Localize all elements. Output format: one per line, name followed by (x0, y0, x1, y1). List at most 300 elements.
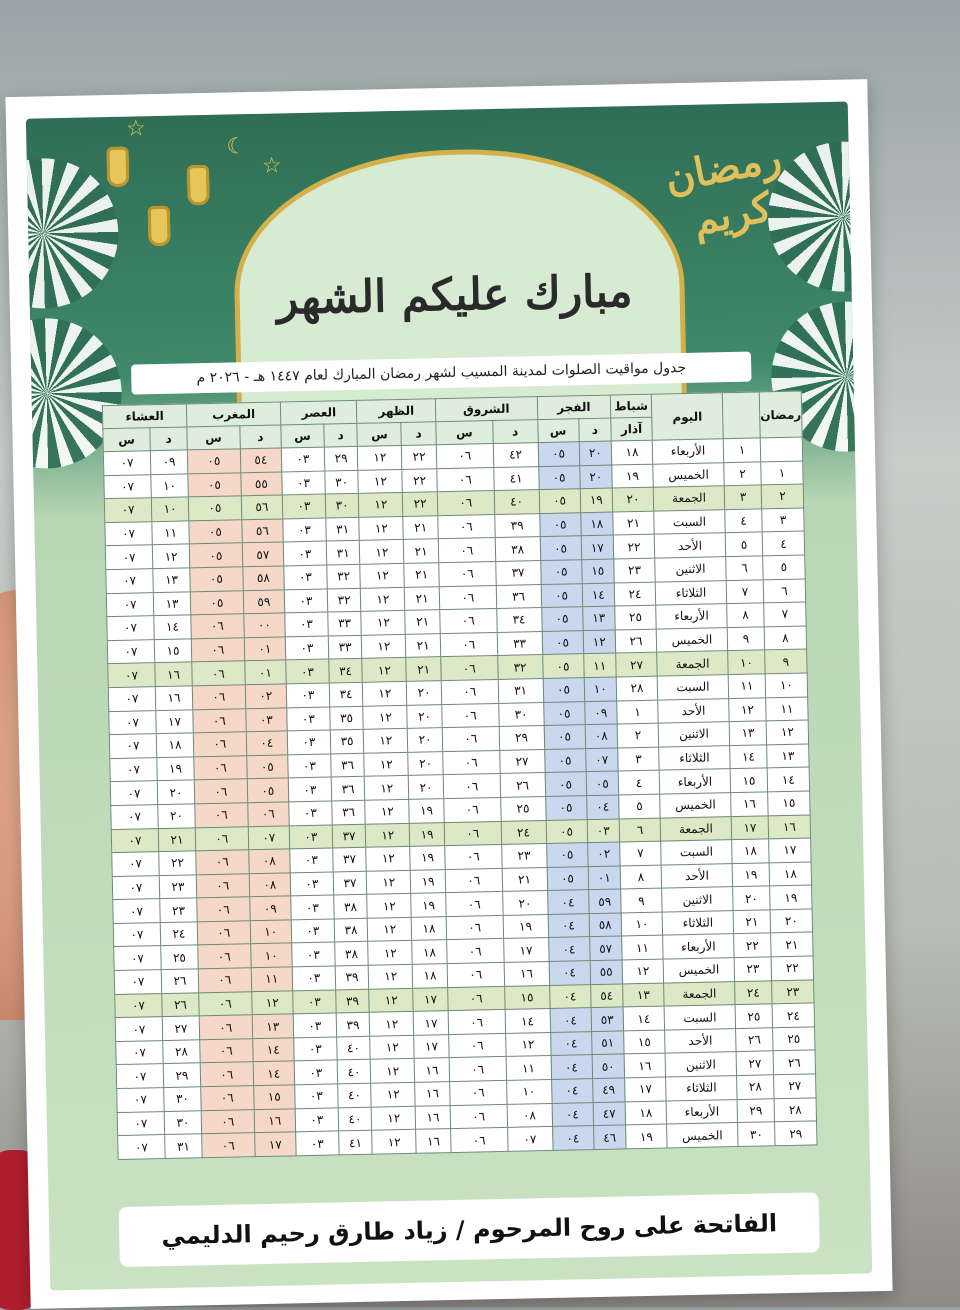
table-cell: ٠٣ (287, 707, 330, 731)
sub-hour: س (537, 419, 579, 443)
table-cell: ٧ (620, 841, 661, 865)
table-cell: ٢ (617, 723, 658, 747)
table-cell: ٢٠ (612, 487, 653, 511)
table-cell: ٨ (764, 626, 806, 650)
table-cell: ٠٧ (107, 639, 154, 664)
table-cell: ٠٣ (296, 1131, 339, 1155)
table-cell: ١١ (506, 1056, 551, 1081)
table-cell: ٢٥ (615, 605, 656, 629)
table-cell: ١٧ (731, 815, 768, 839)
table-cell: ٣٥ (330, 706, 364, 730)
table-cell: ٢٠ (579, 441, 612, 465)
table-cell: ٠٧ (115, 993, 162, 1018)
table-cell: ٠٧ (106, 569, 153, 594)
table-cell: الخميس (660, 793, 731, 818)
table-cell: ٠٣ (245, 707, 287, 731)
table-cell: ٠٤ (550, 1031, 592, 1055)
table-cell: ٥٦ (241, 495, 283, 519)
table-cell: ٣١ (498, 678, 543, 703)
table-cell (760, 437, 802, 461)
table-cell: ٢٠ (407, 704, 442, 728)
table-cell: ٢٥ (500, 796, 545, 821)
table-cell: ١٩ (580, 488, 613, 512)
table-cell: ٠٧ (108, 687, 155, 712)
table-cell: الاثنين (665, 1052, 736, 1077)
table-cell: ٠٦ (451, 1128, 508, 1153)
table-cell: ٣١ (326, 541, 360, 565)
table-cell: ٢١ (404, 563, 439, 587)
table-cell: ٣٧ (333, 871, 367, 895)
table-cell: ٠٣ (283, 541, 326, 565)
table-cell: ١٧ (414, 1034, 449, 1058)
table-cell: ١٣ (767, 744, 809, 768)
table-cell: ٣٠ (325, 494, 359, 518)
table-cell: ٠٦ (199, 991, 252, 1016)
table-cell: ٥٥ (590, 960, 623, 984)
table-cell: ٠٣ (290, 848, 333, 872)
table-cell: ٠٦ (437, 491, 494, 516)
table-cell: ٥٧ (589, 936, 622, 960)
table-cell: ٠٥ (188, 472, 241, 497)
sub-hour: س (281, 424, 324, 448)
table-cell: ٥٩ (588, 889, 621, 913)
table-cell: ٤١ (493, 466, 538, 491)
table-cell: ٠٧ (109, 710, 156, 735)
table-cell: ٠٣ (295, 1108, 338, 1132)
table-cell: ٠٧ (117, 1088, 164, 1113)
table-cell: ٢١ (733, 910, 770, 934)
table-cell: ١٢ (370, 1012, 414, 1037)
table-cell: ١٠ (621, 912, 662, 936)
table-cell: ١٠ (506, 1079, 551, 1104)
table-cell: ١٢ (358, 469, 402, 494)
table-cell: ٨ (620, 865, 661, 889)
table-cell: الجمعة (660, 816, 731, 841)
table-cell: ٠٦ (441, 679, 498, 704)
table-cell: ٠٧ (118, 1135, 165, 1160)
table-cell: ٠٤ (552, 1102, 594, 1126)
col-shuruq: الشروق (435, 397, 537, 422)
table-cell: ٠٣ (289, 824, 332, 848)
table-cell: ١٢ (364, 729, 408, 754)
table-cell: ١٩ (410, 822, 445, 846)
table-cell: ٠٤ (547, 890, 589, 914)
table-cell: ١٦ (768, 814, 810, 838)
table-cell: ٤ (725, 509, 762, 533)
table-cell: ٣٠ (164, 1110, 202, 1134)
table-cell: الجمعة (664, 981, 735, 1006)
table-cell: ٠٣ (285, 636, 328, 660)
table-cell: الأربعاء (652, 439, 723, 464)
table-cell: ٦ (763, 579, 805, 603)
table-cell: ٠٣ (295, 1084, 338, 1108)
table-cell: ١٢ (363, 681, 407, 706)
table-cell: ٠٧ (105, 545, 152, 570)
table-cell: ٢٨ (774, 1098, 816, 1122)
table-cell: ٣٣ (328, 611, 362, 635)
table-cell: ٢٦ (773, 1050, 815, 1074)
left-rosette-decoration (26, 157, 120, 310)
col-asr: العصر (280, 400, 357, 425)
table-cell: ١٩ (410, 846, 445, 870)
table-cell: ١٨ (412, 940, 447, 964)
table-cell: ٠٦ (450, 1080, 507, 1105)
table-cell: ١٦ (624, 1053, 665, 1077)
table-cell: ٠٦ (195, 826, 248, 851)
table-cell: ١٢ (505, 1032, 550, 1057)
table-cell: ٠٧ (109, 734, 156, 759)
table-cell: ١٩ (409, 799, 444, 823)
table-cell: ١٩ (770, 885, 812, 909)
table-cell: ٠٣ (284, 565, 327, 589)
table-cell: ١٥ (504, 985, 549, 1010)
table-cell: ٠٧ (103, 451, 150, 476)
table-cell: ٠٦ (447, 962, 504, 987)
table-cell: ٠٤ (548, 937, 590, 961)
table-cell: ١٤ (154, 615, 192, 639)
table-cell: ٢١ (405, 610, 440, 634)
table-cell: ١٥ (253, 1085, 295, 1109)
table-cell: ٢١ (502, 867, 547, 892)
table-cell: ١٤ (252, 1038, 294, 1062)
table-cell: ٩ (727, 627, 764, 651)
table-cell: ١٢ (368, 941, 412, 966)
table-cell: ١٠ (728, 650, 765, 674)
table-cell: ١ (617, 700, 658, 724)
table-cell: ٢٧ (774, 1074, 816, 1098)
table-cell: ٠٤ (551, 1055, 593, 1079)
table-cell: ١٢ (365, 776, 409, 801)
table-cell: ٣٢ (497, 655, 542, 680)
table-cell: ٠٣ (289, 801, 332, 825)
table-cell: الثلاثاء (662, 910, 733, 935)
table-cell: ٢٠ (733, 886, 770, 910)
table-cell: ٢٣ (159, 875, 197, 899)
table-cell: ٢٠ (502, 891, 547, 916)
table-cell: ٠٥ (247, 778, 289, 802)
table-cell: ١٢ (366, 846, 410, 871)
table-cell: ٠٣ (282, 471, 325, 495)
table-cell: ٣٤ (329, 659, 363, 683)
sub-min: د (324, 423, 358, 447)
table-cell: ٢٨ (737, 1075, 774, 1099)
table-cell: ٠٦ (247, 802, 289, 826)
table-cell: ٢١ (158, 827, 196, 851)
table-cell: ٢١ (405, 586, 440, 610)
col-shubat: شباط (610, 394, 651, 418)
table-cell: ٦ (619, 818, 660, 842)
table-cell: ٢٨ (163, 1040, 201, 1064)
table-cell: ٧ (726, 579, 763, 603)
col-fajr: الفجر (537, 395, 611, 420)
table-cell: ٢٠ (770, 909, 812, 933)
table-cell: ١٢ (364, 752, 408, 777)
table-cell: ٢٩ (737, 1098, 774, 1122)
table-cell: ٠٧ (104, 498, 151, 523)
table-cell: ٠٥ (246, 755, 288, 779)
sub-hour: س (357, 422, 401, 446)
table-cell: ٣٠ (325, 470, 359, 494)
table-cell: ٤ (618, 770, 659, 794)
table-cell: ٠٣ (282, 494, 325, 518)
table-cell: ٣٦ (330, 753, 364, 777)
table-cell: ٠٣ (283, 518, 326, 542)
table-cell: ١٨ (732, 839, 769, 863)
table-cell: ١٧ (156, 709, 194, 733)
table-cell: ٣٩ (335, 965, 369, 989)
table-cell: الاثنين (655, 557, 726, 582)
table-cell: ٢٧ (736, 1051, 773, 1075)
table-cell: ١١ (583, 653, 616, 677)
table-cell: ٢٧ (499, 749, 544, 774)
table-cell: ٠٦ (440, 632, 497, 657)
table-cell: الثلاثاء (655, 580, 726, 605)
table-cell: الأحد (661, 863, 732, 888)
table-cell: ١٢ (369, 988, 413, 1013)
col-dhuhr: الظهر (357, 399, 436, 424)
table-cell: ١٧ (769, 838, 811, 862)
table-cell: ٢٠ (407, 681, 442, 705)
table-cell: ٠٥ (538, 465, 580, 489)
table-cell: ٣ (762, 508, 804, 532)
table-cell: ١٢ (361, 611, 405, 636)
table-cell: ٤٩ (592, 1078, 625, 1102)
table-cell: ٠٥ (541, 607, 583, 631)
table-cell: ١٤ (730, 745, 767, 769)
table-cell: ٠٤ (550, 1008, 592, 1032)
dedication-footer: الفاتحة على روح المرحوم / زياد طارق رحيم الدليمي (119, 1192, 820, 1267)
table-cell: ٠٣ (286, 683, 329, 707)
sub-min: د (150, 427, 188, 451)
table-cell: ٣٧ (495, 561, 540, 586)
table-cell: ١٢ (359, 493, 403, 518)
table-cell: ٠٧ (113, 899, 160, 924)
table-cell: ٠٩ (249, 896, 291, 920)
table-cell: ١٧ (413, 987, 448, 1011)
lantern-icon (187, 165, 210, 205)
table-cell: ١٨ (611, 440, 652, 464)
table-cell: ٢ (761, 484, 803, 508)
table-cell: ٠٧ (112, 875, 159, 900)
table-cell: ١٧ (503, 938, 548, 963)
table-cell: ٠٦ (191, 614, 244, 639)
table-cell: ٢٠ (579, 465, 612, 489)
table-cell: ٠٧ (104, 474, 151, 499)
table-cell: ٠٧ (113, 922, 160, 947)
table-cell: ٠٧ (114, 946, 161, 971)
table-cell: ٠٥ (187, 449, 240, 474)
table-cell: ٤٢ (493, 443, 538, 468)
table-cell: ٠١ (244, 660, 286, 684)
table-cell: ٣٣ (328, 635, 362, 659)
table-cell: ٤٧ (593, 1102, 626, 1126)
table-cell: ١٢ (371, 1059, 415, 1084)
table-cell: ١٢ (365, 799, 409, 824)
table-cell: ١٩ (411, 893, 446, 917)
table-cell: ١١ (766, 697, 808, 721)
table-cell: ٢٠ (158, 804, 196, 828)
table-cell: ٠٦ (437, 467, 494, 492)
col-maghrib: المغرب (186, 402, 281, 427)
table-cell: ١٥ (624, 1030, 665, 1054)
table-cell: ٠٤ (549, 984, 591, 1008)
table-cell: ٦ (726, 556, 763, 580)
table-cell: ٠٦ (449, 1033, 506, 1058)
table-cell: الجمعة (657, 651, 728, 676)
table-cell: ٢٩ (775, 1121, 817, 1145)
table-cell: ١٢ (372, 1130, 416, 1155)
table-cell: ١٦ (416, 1129, 451, 1153)
table-cell: الأربعاء (666, 1099, 737, 1124)
table-cell: ٠٥ (547, 866, 589, 890)
table-cell: ٢٢ (403, 492, 438, 516)
table-cell: ١٨ (769, 862, 811, 886)
table-cell: ٢٤ (735, 980, 772, 1004)
table-cell: ١٢ (369, 964, 413, 989)
table-cell: ١٠ (151, 474, 189, 498)
table-cell: ١١ (622, 936, 663, 960)
table-cell: ٠٥ (542, 654, 584, 678)
table-cell: ٣٠ (738, 1122, 775, 1146)
table-cell: ٤١ (338, 1130, 372, 1154)
table-cell: ٥٥ (240, 472, 282, 496)
table-cell: ٠٣ (291, 895, 334, 919)
table-cell: ٢٦ (736, 1028, 773, 1052)
table-cell: ١٢ (367, 870, 411, 895)
lantern-icon (106, 147, 129, 187)
table-cell: ٢٤ (772, 1003, 814, 1027)
table-cell: ١٦ (155, 686, 193, 710)
table-cell: ٣٠ (498, 702, 543, 727)
table-cell: ٣٨ (495, 537, 540, 562)
table-cell: ٠٥ (543, 701, 585, 725)
table-cell: ٣ (618, 747, 659, 771)
table-cell: ٣ (724, 485, 761, 509)
table-cell: ١٢ (362, 658, 406, 683)
table-cell: ٠٧ (115, 1017, 162, 1042)
table-cell: الخميس (663, 958, 734, 983)
col-ramadan: رمضان (759, 391, 802, 438)
table-cell: ٨ (727, 603, 764, 627)
table-cell: ٥ (619, 794, 660, 818)
table-cell: الأربعاء (663, 934, 734, 959)
table-cell: ٠٣ (293, 1013, 336, 1037)
table-cell: ٠٦ (447, 939, 504, 964)
table-cell: ٣٧ (332, 847, 366, 871)
sub-hour: س (103, 428, 150, 452)
table-cell: ٠٤ (552, 1126, 594, 1150)
ramadan-kareem-logo: رمضان كريم (661, 133, 785, 245)
table-cell: ٤٠ (494, 490, 539, 515)
table-cell: ٣٦ (331, 777, 365, 801)
table-cell: ٠٥ (539, 489, 581, 513)
table-cell: الجمعة (653, 486, 724, 511)
table-cell: ٢٢ (613, 535, 654, 559)
table-cell: ٤٠ (337, 1060, 371, 1084)
table-cell: ٠٦ (191, 638, 244, 663)
table-cell: ٠٥ (190, 567, 243, 592)
table-cell: ٥ (725, 532, 762, 556)
sub-min: د (239, 425, 281, 449)
table-cell: ٠٣ (293, 990, 336, 1014)
table-cell: ٠٧ (585, 748, 618, 772)
table-cell: الأحد (654, 533, 725, 558)
table-cell: ٢٩ (163, 1063, 201, 1087)
table-cell: ١٤ (767, 767, 809, 791)
table-cell: ٠٣ (285, 612, 328, 636)
table-cell: ٠٦ (196, 850, 249, 875)
table-cell: الأربعاء (656, 604, 727, 629)
table-cell: ٠٧ (114, 970, 161, 995)
table-cell: ٠٦ (197, 921, 250, 946)
table-cell: ١٢ (729, 697, 766, 721)
table-cell: ٤٦ (593, 1125, 626, 1149)
table-cell: ١١ (152, 521, 190, 545)
table-cell: ٢٥ (773, 1027, 815, 1051)
table-cell: ٠٥ (190, 590, 243, 615)
table-cell: ٠٦ (192, 685, 245, 710)
table-cell: ٠٧ (116, 1064, 163, 1089)
table-cell: الثلاثاء (666, 1076, 737, 1101)
table-cell: ٣٣ (497, 631, 542, 656)
table-cell: السبت (657, 675, 728, 700)
table-cell: ٠٥ (188, 496, 241, 521)
table-cell: ١٠ (250, 920, 292, 944)
table-cell: ٠٦ (448, 986, 505, 1011)
table-cell: ٢٢ (771, 956, 813, 980)
table-cell: ٢٠ (409, 775, 444, 799)
table-cell: ٠٦ (448, 1010, 505, 1035)
table-cell: ٠٧ (112, 852, 159, 877)
table-cell: ٠٧ (111, 828, 158, 853)
table-cell: ١٢ (360, 540, 404, 565)
table-cell: ٣١ (326, 517, 360, 541)
table-cell: ١٩ (732, 863, 769, 887)
table-cell: ١٢ (362, 634, 406, 659)
table-cell: ٠٣ (286, 659, 329, 683)
table-cell: ٠٦ (439, 561, 496, 586)
table-cell: ١٩ (626, 1124, 667, 1148)
table-cell: ١٢ (766, 720, 808, 744)
table-cell: ٠٧ (248, 825, 290, 849)
table-cell: ٥٨ (589, 913, 622, 937)
table-cell: ٠٧ (507, 1127, 552, 1152)
table-cell: ٠٣ (292, 966, 335, 990)
table-cell: ٠٨ (248, 849, 290, 873)
table-cell: الثلاثاء (659, 745, 730, 770)
table-cell: ٣٦ (331, 800, 365, 824)
star-icon: ☆ (261, 153, 282, 179)
table-cell: ٥١ (591, 1031, 624, 1055)
table-cell: ٠٨ (585, 724, 618, 748)
table-cell: ٠٥ (544, 725, 586, 749)
table-cell: الخميس (667, 1123, 738, 1148)
table-cell: ١٧ (254, 1132, 296, 1156)
table-cell: ٠٦ (438, 514, 495, 539)
table-cell: ٠٦ (449, 1057, 506, 1082)
calendar-sheet (26, 102, 872, 1291)
table-cell: ١٩ (157, 757, 195, 781)
table-cell: ٠١ (588, 866, 621, 890)
table-cell: ٢٢ (402, 445, 437, 469)
table-cell: ٠٦ (200, 1062, 253, 1087)
table-cell: ١٦ (415, 1105, 450, 1129)
table-cell: ٠٥ (539, 512, 581, 536)
table-cell: الأربعاء (659, 769, 730, 794)
table-cell: ٣٤ (496, 608, 541, 633)
table-cell: ٠٧ (105, 521, 152, 546)
table-cell: ٠٥ (544, 748, 586, 772)
